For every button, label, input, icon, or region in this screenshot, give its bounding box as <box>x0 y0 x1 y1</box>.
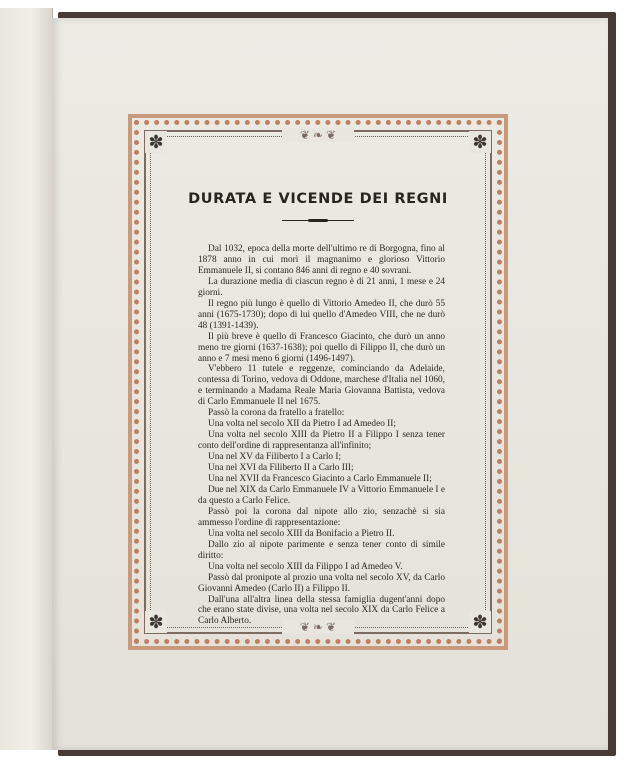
paragraph: V'ebbero 11 tutele e reggenze, cominciando da Adelaide, contessa di Torino, vedova di Oddone, marchese d'Italia nel 1060, e terminando a Madama Reale Maria Giovanna Battista, vedova di Carlo Emmanuele II nel 1675. <box>198 364 445 408</box>
body-text <box>198 244 445 627</box>
paragraph: Una volta nel secolo XII da Pietro I ad Amedeo II; <box>208 419 396 430</box>
paragraph: Una nel XVII da Francesco Giacinto a Carlo Emmanuele II; <box>208 474 432 485</box>
title-divider <box>282 218 354 224</box>
paragraph: Il regno più lungo è quello di Vittorio Amedeo II, che durò 55 anni (1675-1730); dopo di lui quello d'Amedeo VIII, che ne durò 48 (1391-1439). <box>198 298 445 331</box>
top-ornament-icon: ❦ ❧ ❦ <box>282 128 354 142</box>
paragraph: La durazione media di ciascun regno è di 21 anni, 1 mese e 24 giorni. <box>198 276 445 298</box>
corner-ornament-icon: ✽ <box>145 611 167 633</box>
paragraph: Una volta nel secolo XIII da Pietro II a Filippo I senza tener conto dell'ordine di rappresentanza all'infinito; <box>198 430 445 452</box>
paragraph: Il più breve è quello di Francesco Giacinto, che durò un anno meno tre giorni (1637-1638); poi quello di Filippo II, che durò un anno e 7 mesi meno 6 giorni (1496-1497). <box>198 331 445 364</box>
corner-ornament-icon: ✽ <box>469 131 491 153</box>
page-title: DURATA E VICENDE DEI REGNI <box>188 191 448 207</box>
corner-ornament-icon: ✽ <box>145 131 167 153</box>
bottom-ornament-icon: ❦ ❧ ❦ <box>282 620 354 634</box>
paragraph: Dal 1032, epoca della morte dell'ultimo re di Borgogna, fino al 1878 anno in cui morì il magnanimo e glorioso Vittorio Emmanuele II, si contano 846 anni di regno e 40 sovrani. <box>198 244 445 276</box>
paragraph: Passò la corona da fratello a fratello: <box>208 408 345 419</box>
paragraph: Una nel XV da Filiberto I a Carlo I; <box>208 452 342 463</box>
paragraph: Una volta nel secolo XIII da Bonifacio a Pietro II. <box>208 528 395 539</box>
paragraph: Passò poi la corona dal nipote allo zio, senzachè si sia ammesso l'ordine di rappresentazione: <box>198 506 445 528</box>
paragraph: Due nel XIX da Carlo Emmanuele IV a Vittorio Emmanuele I e da questo a Carlo Felice. <box>198 484 445 506</box>
paragraph: Passò dal pronipote al prozio una volta nel secolo XV, da Carlo Giovanni Amedeo (Carlo II) a Filippo II. <box>198 572 445 594</box>
paragraph: Una nel XVI da Filiberto II a Carlo III; <box>208 463 354 474</box>
paragraph: Dall'una all'altra linea della stessa famiglia dugent'anni dopo che erano state divise, una volta nel secolo XIX da Carlo Felice a Carlo Alberto. <box>198 594 445 627</box>
paragraph: Una volta nel secolo XIII da Filippo I ad Amedeo V. <box>208 561 403 572</box>
paragraph: Dallo zio al nipote parimente e senza tener conto di simile diritto: <box>198 539 445 561</box>
facing-page-edge <box>0 8 53 750</box>
corner-ornament-icon: ✽ <box>469 611 491 633</box>
